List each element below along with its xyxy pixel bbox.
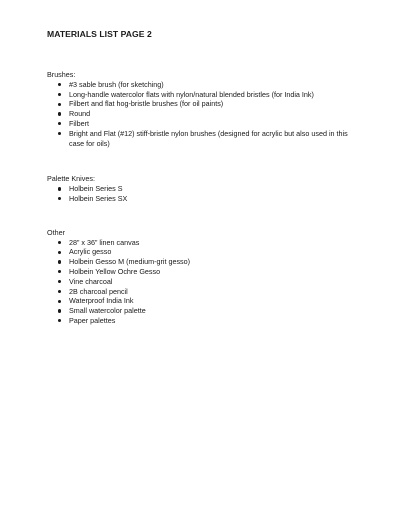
list-item [58,247,360,257]
section-heading-palette-knives: Palette Knives: [47,174,95,184]
list-item [58,194,360,204]
section-heading-other: Other [47,227,65,237]
list-item-text: #3 sable brush (for sketching) [69,79,164,89]
bullet-icon [58,187,61,190]
list-item [58,296,360,306]
bullet-icon [58,280,61,283]
list-item [58,90,360,100]
bullet-icon [58,260,61,263]
list-item [58,306,360,316]
section-other [47,228,360,326]
section-brushes [47,70,360,148]
list-item [58,119,360,129]
list-item-text: Holbein Series SX [69,193,128,203]
list-item [58,80,360,90]
list-item-text: Filbert and flat hog-bristle brushes (for oil paints) [69,99,224,109]
list-item [58,277,360,287]
section-palette-knives [47,174,360,203]
bullet-icon [58,251,61,254]
list-item-text: Holbein Series S [69,184,123,194]
list-item-text: Waterproof India Ink [69,296,134,306]
list-item-text: Paper palettes [69,315,116,325]
bullet-icon [58,112,61,115]
palette-knives-list [47,184,360,204]
list-item [58,316,360,326]
bullet-icon [58,241,61,244]
list-item [58,267,360,277]
list-item-text: Holbein Gesso M (medium-grit gesso) [69,257,191,267]
other-list [47,238,360,326]
section-heading-brushes: Brushes: [47,70,76,79]
bullet-icon [58,309,61,312]
list-item-text: Filbert [69,118,89,128]
list-item-text: Vine charcoal [69,276,113,286]
list-item [58,238,360,248]
list-item-text: Round [69,109,91,119]
bullet-icon [58,132,61,135]
list-item [58,287,360,297]
bullet-icon [58,319,61,322]
list-item [58,129,360,149]
list-item [58,109,360,119]
bullet-icon [58,197,61,200]
list-item [58,99,360,109]
bullet-icon [58,270,61,273]
list-item-text: Holbein Yellow Ochre Gesso [69,266,161,276]
bullet-icon [58,122,61,125]
list-item-text: 2B charcoal pencil [69,286,128,296]
list-item-text: Bright and Flat (#12) stiff-bristle nylon brushes (designed for acrylic but also used in this case for oils) [69,128,348,148]
list-item-text: Small watercolor palette [69,306,146,316]
bullet-icon [58,103,61,106]
bullet-icon [58,290,61,293]
bullet-icon [58,93,61,96]
page-title: MATERIALS LIST PAGE 2 [47,29,152,39]
list-item [58,257,360,267]
list-item-text: Acrylic gesso [69,247,112,257]
list-item [58,184,360,194]
list-item-text: 28” x 36” linen canvas [69,237,140,247]
brushes-list [47,80,360,149]
list-item-text: Long-handle watercolor flats with nylon/natural blended bristles (for India Ink) [69,89,314,99]
bullet-icon [58,300,61,303]
bullet-icon [58,83,61,86]
